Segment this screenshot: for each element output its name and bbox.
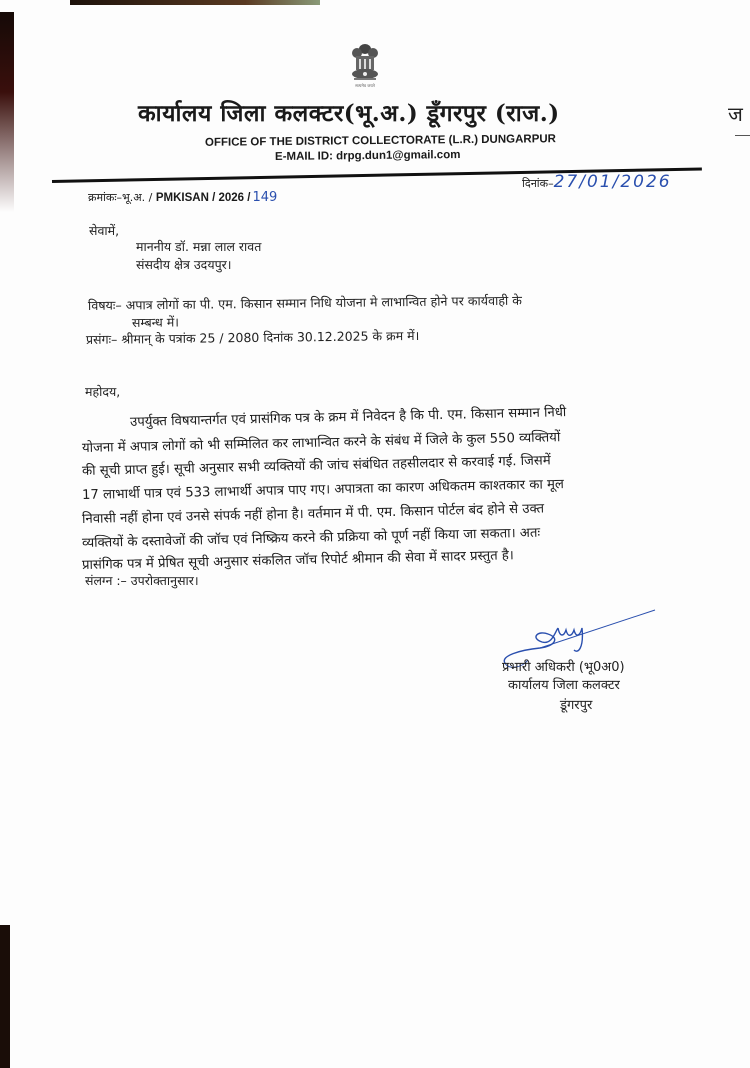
adjacent-page-fragment: ज xyxy=(728,102,743,126)
addressee-salutation: सेवामें, xyxy=(89,223,120,238)
context-label: प्रसंगः– xyxy=(85,331,118,347)
addressee-name: माननीय डॉ. मन्ना लाल रावत xyxy=(136,239,262,254)
subject-label: विषयः– xyxy=(87,297,122,313)
date-label: दिनांक– xyxy=(522,177,554,190)
reference-handwritten-number: 149 xyxy=(252,190,278,205)
photo-background-edge-left-bottom xyxy=(0,925,10,1068)
reference-number xyxy=(88,190,277,205)
office-email: E-MAIL ID: drpg.dun1@gmail.com xyxy=(274,149,461,163)
reference-code: PMKISAN / 2026 / xyxy=(155,192,251,204)
office-title-hindi: कार्यालय जिला कलक्टर(भू.अ.) डूँगरपुर (राज.) xyxy=(138,100,560,127)
adjacent-page-rule xyxy=(735,135,750,136)
subject-continuation: सम्बन्ध में। xyxy=(131,314,180,330)
body-line: व्यक्तियों के दस्तावेजों की जॉच एवं निष्क्रिय करने की प्रक्रिया को पूर्ण नहीं किया जा सकता। अतः xyxy=(81,525,541,551)
photo-background-edge xyxy=(70,0,320,5)
body-line: उपर्युक्त विषयान्तर्गत एवं प्रासंगिक पत्र के क्रम में निवेदन है कि पी. एम. किसान सम्मान निधी xyxy=(129,405,567,430)
body-line: निवासी नहीं होना एवं उनसे संपर्क नहीं होना है। वर्तमान में पी. एम. किसान पोर्टल बंद होने से उक्त xyxy=(81,501,545,527)
body-line: 17 लाभार्थी पात्र एवं 533 लाभार्थी अपात्र पाए गए। अपात्रता का कारण अधिकतम काश्तकार का मूल xyxy=(81,477,564,503)
reference-prefix: क्रमांकः–भू.अ. / xyxy=(88,191,156,204)
photo-background-edge-left xyxy=(0,12,14,212)
subject-line xyxy=(88,292,522,314)
letter-date xyxy=(522,172,672,192)
context-text: श्रीमान् के पत्रांक 25 / 2080 दिनांक 30.12.2025 के क्रम में। xyxy=(121,327,420,347)
enclosure-note: संलग्न :– उपरोक्तानुसार। xyxy=(85,573,199,588)
signatory-designation: प्रभारी अधिकरी (भू0अ0) xyxy=(502,660,625,675)
body-line: योजना में अपात्र लोगों को भी सम्मिलित कर लाभान्वित करने के संबंध में जिले के कुल 550 व्यक्तियों xyxy=(81,430,561,456)
context-line xyxy=(86,327,420,348)
office-title-english: OFFICE OF THE DISTRICT COLLECTORATE (L.R.) DUNGARPUR xyxy=(204,133,557,149)
body-line: की सूची प्राप्त हुई। सूची अनुसार सभी व्यक्तियों की जांच संबंधित तहसीलदार से करवाई गई. जिसमें xyxy=(81,453,551,479)
greeting: महोदय, xyxy=(85,384,121,399)
addressee-designation: संसदीय क्षेत्र उदयपुर। xyxy=(136,257,232,272)
national-emblem-icon xyxy=(347,40,383,92)
subject-text: अपात्र लोगों का पी. एम. किसान सम्मान निधि योजना मे लाभान्वित होने पर कार्यवाही के xyxy=(125,292,523,313)
signatory-location: डूंगरपुर xyxy=(560,698,593,713)
emblem-caption: सत्यमेव जयते xyxy=(355,83,375,88)
body-line: प्रासंगिक पत्र में प्रेषित सूची अनुसार संकलित जॉच रिपोर्ट श्रीमान की सेवा में सादर प्रस्तुत है। xyxy=(81,548,515,573)
signatory-office: कार्यालय जिला कलक्टर xyxy=(508,678,620,693)
date-handwritten-value: 27/01/2026 xyxy=(553,172,672,192)
